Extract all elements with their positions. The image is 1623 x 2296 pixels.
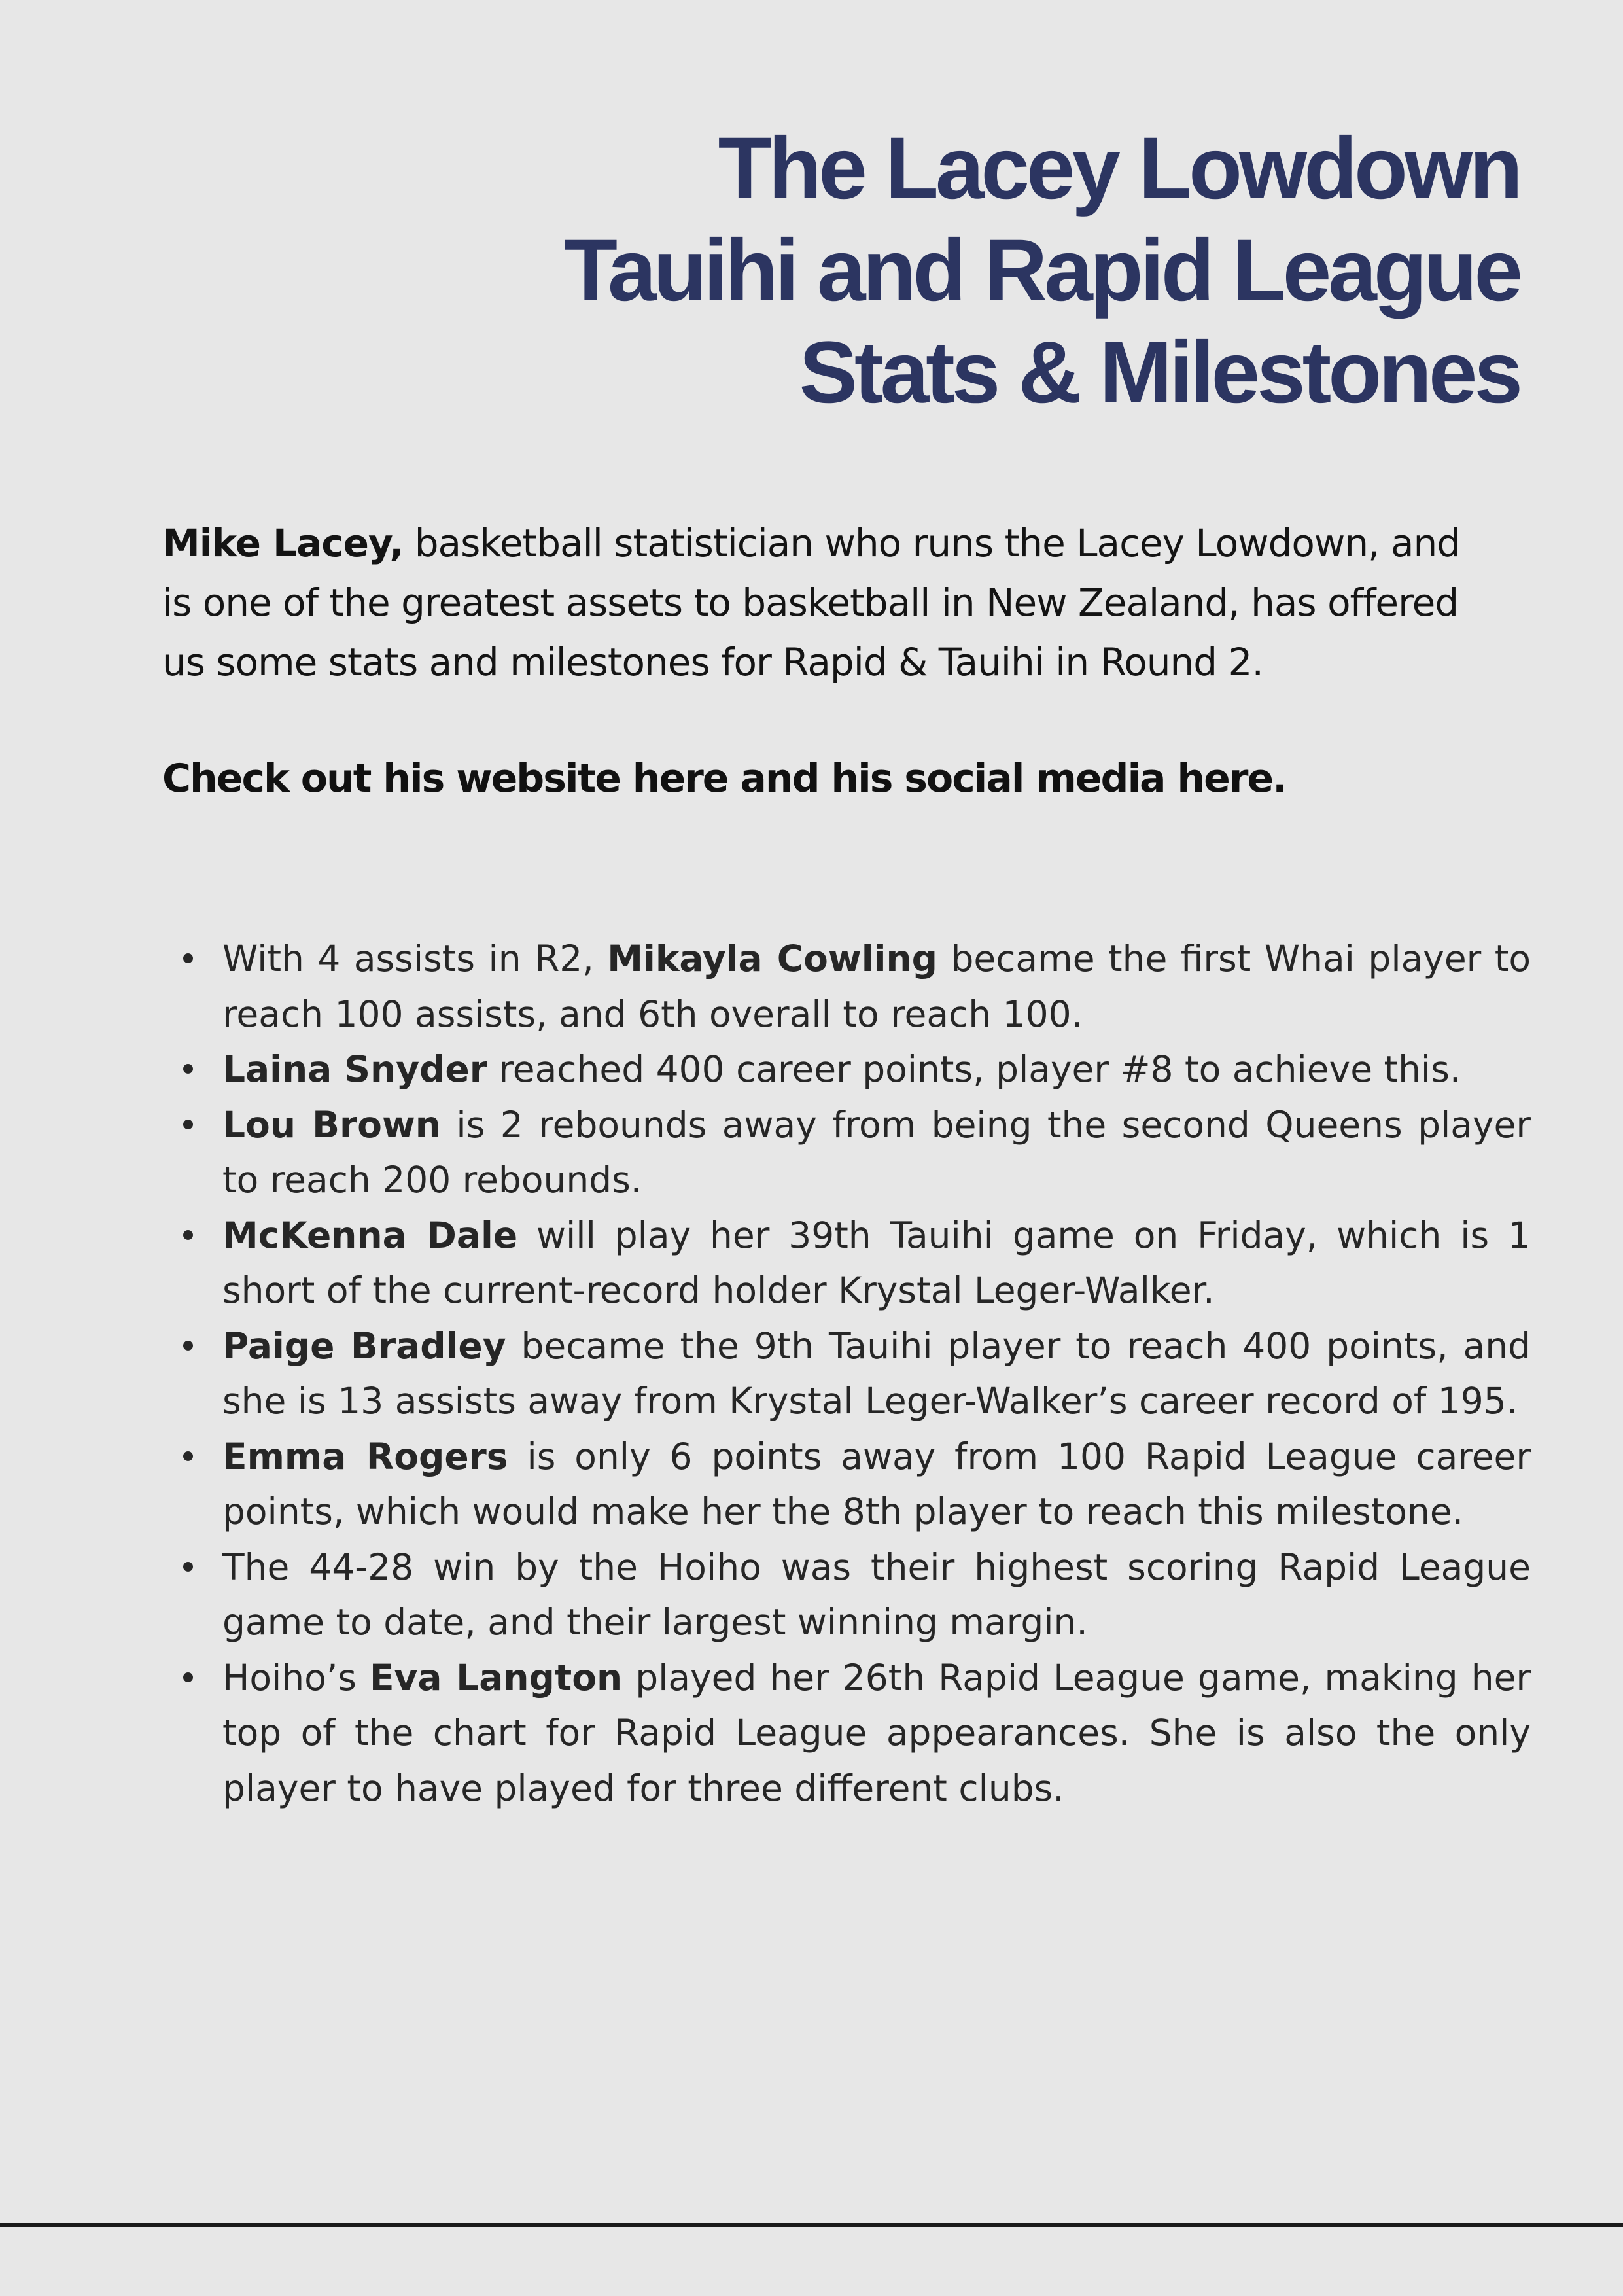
stat-text-after: is 2 rebounds away from being the second Queens player to reach 200 rebounds. <box>222 1103 1531 1201</box>
stat-text-after: reached 400 career points, player #8 to achieve this. <box>487 1048 1461 1090</box>
stat-text-before: With 4 assists in R2, <box>222 938 608 980</box>
list-item <box>222 1208 1531 1318</box>
stat-text-after: will play her 39th Tauihi game on Friday, which is 1 short of the current-record holder Krystal Leger-Walker. <box>222 1214 1531 1311</box>
player-name: Mikayla Cowling <box>607 938 937 980</box>
list-item <box>222 1540 1531 1650</box>
intro-paragraph <box>162 514 1484 692</box>
list-item <box>222 931 1531 1042</box>
list-item <box>222 1042 1531 1097</box>
player-name: Laina Snyder <box>222 1048 487 1090</box>
player-name: Lou Brown <box>222 1103 441 1146</box>
stat-text-after: became the first Whai player to reach 100 assists, and 6th overall to reach 100. <box>222 938 1531 1035</box>
list-item <box>222 1097 1531 1208</box>
player-name: Eva Langton <box>369 1656 623 1699</box>
list-item <box>222 1650 1531 1816</box>
stat-text-before: Hoiho’s <box>222 1656 370 1699</box>
title-line-2: Tauihi and Rapid League <box>564 222 1520 319</box>
title-line-1: The Lacey Lowdown <box>718 120 1520 217</box>
page-title <box>211 118 1520 424</box>
player-name: Emma Rogers <box>222 1435 508 1477</box>
title-line-3: Stats & Milestones <box>799 324 1520 421</box>
author-name: Mike Lacey, <box>162 521 404 565</box>
stat-text-after: became the 9th Tauihi player to reach 400 points, and she is 13 assists away from Krystal Leger-Walker’s career record of 195. <box>222 1324 1531 1422</box>
intro-text: basketball statistician who runs the Lacey Lowdown, and is one of the greatest assets to basketball in New Zealand, has offered us some stats and milestones for Rapid & Tauihi in Round 2. <box>162 521 1461 684</box>
call-to-action: Check out his website here and his social media here. <box>162 756 1286 802</box>
stat-text-after: is only 6 points away from 100 Rapid League career points, which would make her the 8th player to reach this milestone. <box>222 1435 1531 1532</box>
stat-text-before: The 44-28 win by the Hoiho was their highest scoring Rapid League game to date, and their largest winning margin. <box>222 1545 1531 1643</box>
stats-list <box>162 931 1531 1816</box>
list-item <box>222 1318 1531 1429</box>
footer-divider <box>0 2223 1623 2227</box>
list-item <box>222 1429 1531 1540</box>
player-name: Paige Bradley <box>222 1324 506 1367</box>
stat-text-after: played her 26th Rapid League game, making her top of the chart for Rapid League appearances. She is also the only player to have played for three different clubs. <box>222 1656 1531 1809</box>
player-name: McKenna Dale <box>222 1214 518 1256</box>
